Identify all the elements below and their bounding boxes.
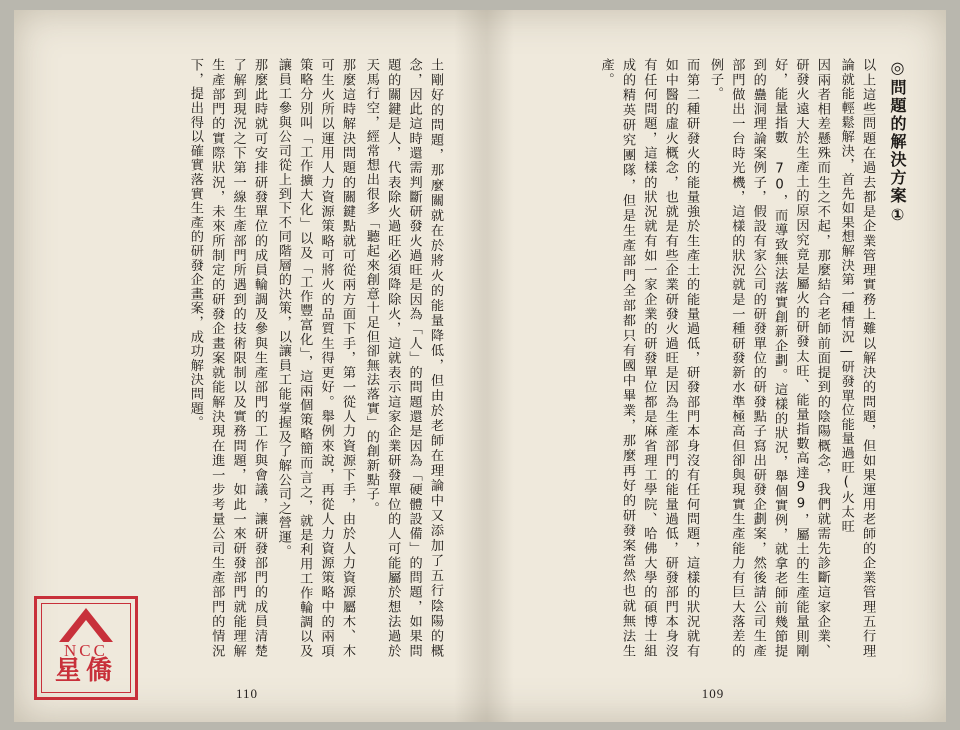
text-column: 那麼這時解決問題的關鍵點就可從兩方面下手，第一從人力資源下手，由於人力資源屬木、木可生火所以運用人力資源策略可將火的品質生得更好。舉例來說，再從人力資源策略中的兩項策略分別叫「工作擴大化」以及「工作豐富化」，這兩個策略簡而言之，就是利用工作輪調以及讓員工參與公司從上到下不同階層的決策，以讓員工能掌握及了解公司之營運。 (275, 58, 355, 658)
right-page-text-block (593, 58, 910, 658)
page-spread (14, 10, 946, 722)
left-page-text-block (182, 58, 446, 658)
stamp-latin-text: NCC (64, 641, 108, 660)
text-column: 而第二種研發火的能量強於生產土的能量過低，研發部門本身沒有任何問題，這樣的狀況就有如中醫的虛火概念，也就是有些企業研發火過旺是因為生產部門的能量過低，研發部門本身沒有任何問題，這樣的狀況就有如一家企業的研發單位都是麻省理工學院、哈佛大學的碩博士組成的精英研究團隊，但是生產部門全部都只有國中畢業，那麼再好的研發案當然也就無法生產。 (598, 58, 700, 658)
stamp-chinese-text: 星僑 (54, 656, 117, 686)
text-column: 土剛好的問題，那麼關就在於將火的能量降低，但由於老師在理論中又添加了五行陰陽的概念，因此這時還需判斷研發火過旺是因為「人」的問題還是因為「硬體設備」的問題，如果問題的關鍵是人，代表除火過旺必須降除火，這就表示這家企業研發單位的人可能屬於想法過於天馬行空，經常想出很多「聽起來創意十足但卻無法落實」的創新點子。 (363, 58, 443, 658)
page-number-left: 110 (235, 686, 259, 701)
text-column: 那麼此時就可安排研發單位的成員輪調及參與生產部門的工作與會議，讓研發部門的成員清楚了解到現況之下第一線生產部門所遇到的技術限制以及實務問題，如此一來研發部門就能理解生產部門的實際狀況，未來所制定的研發企畫案就能解決現在進一步考量公司生產部門的情況下，提出得以確實落實生產的研發企畫案，成功解決問題。 (187, 58, 267, 658)
left-page (14, 10, 480, 722)
page-number-right: 109 (701, 686, 725, 701)
text-column: 以上這些問題在過去都是企業管理實務上難以解決的問題，但如果運用老師的企業管理五行理論就能輕鬆解決，首先如果想解決第一種情況—研發單位能量過旺(火太旺 (838, 58, 876, 658)
text-column: 因兩者相差懸殊而生之不起，那麼結合老師前面提到的陰陽概念，我們就需先診斷這家企業、研發火遠大於生產土的原因究竟是屬火的研發太旺、能量指數高達99，屬土的生產能量則剛好，能量指數 70，而導致無法落實創新企劃。這樣的狀況，舉個實例，就拿老師前幾節提到的蠱洞理論案例子，假設有家公司的研發單位的研發點子寫出研發企劃案，然後請公司生產部門做出一台時光機，這樣的狀況就是一種研發新水準極高但卻與現實生產能力有巨大落差的例子。 (707, 58, 830, 658)
right-page (480, 10, 946, 722)
ncc-library-stamp (34, 596, 138, 700)
triangle-icon (59, 608, 113, 642)
section-heading: ◎問題的解決方案① (888, 58, 907, 226)
